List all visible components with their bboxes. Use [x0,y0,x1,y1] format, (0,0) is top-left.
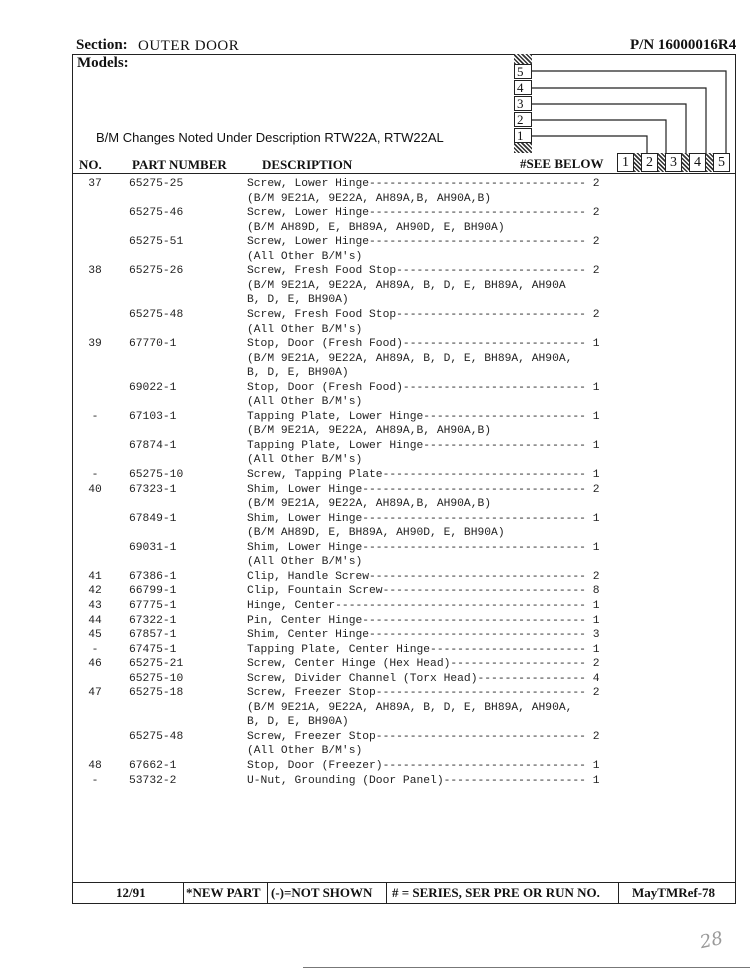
header-divider [72,173,736,174]
item-number: 47 [88,687,102,700]
handwritten-page-mark: 28 [698,927,725,954]
part-description: Screw, Tapping Plate------------------------------ 1 [247,469,600,481]
part-description: (All Other B/M's) [247,396,363,409]
item-number: 42 [88,585,102,598]
item-number: 37 [88,178,102,190]
series-header-3: 3 [665,153,682,172]
part-number: 67475-1 [129,643,177,656]
part-description: Screw, Freezer Stop------------------------------- 2 [247,687,600,700]
part-number: 67103-1 [129,410,177,423]
part-number: 67874-1 [129,439,177,452]
part-description: (B/M 9E21A, 9E22A, AH89A,B, AH90A,B) [247,192,492,205]
item-number: - [91,643,99,656]
part-number: 65275-10 [129,672,184,685]
series-box-2: 2 [514,112,532,127]
part-number: 69022-1 [129,381,177,394]
part-description: U-Nut, Grounding (Door Panel)--------------------- 1 [247,774,600,787]
part-number: 67849-1 [129,512,177,525]
part-number-header: P/N 16000016R4 [630,37,737,53]
section-title: OUTER DOOR [138,38,240,54]
part-description: Clip, Fountain Screw------------------------------ 8 [247,585,600,598]
series-header-1: 1 [617,153,634,172]
part-description: (B/M 9E21A, 9E22A, AH89A, B, D, E, BH89A, AH90A, [247,352,573,365]
series-box-3: 3 [514,96,532,111]
part-description: (B/M 9E21A, 9E22A, AH89A,B, AH90A,B) [247,425,492,438]
footer-ref: MayTMRef-78 [632,885,716,900]
part-number: 67662-1 [129,760,177,772]
part-number: 65275-48 [129,308,184,321]
part-description: (B/M AH89D, E, BH89A, AH90D, E, BH90A) [247,527,505,540]
item-number: - [91,410,99,423]
part-description: Screw, Lower Hinge-------------------------------- 2 [247,207,600,220]
footer-not-shown: (-)=NOT SHOWN [271,885,373,900]
part-description: Screw, Divider Channel (Torx Head)---------------- 4 [247,672,600,685]
hatch-mark [682,153,689,172]
part-number: 67775-1 [129,599,177,612]
part-description: (B/M 9E21A, 9E22A, AH89A,B, AH90A,B) [247,498,492,511]
part-description: (All Other B/M's) [247,323,363,336]
footer-separator [386,882,387,904]
item-number: 44 [88,614,102,627]
item-number: 46 [88,658,102,671]
part-description: Shim, Center Hinge-------------------------------- 3 [247,629,600,642]
part-description: Shim, Lower Hinge--------------------------------- 1 [247,512,600,525]
part-description: Shim, Lower Hinge--------------------------------- 1 [247,541,600,554]
part-number: 66799-1 [129,585,177,598]
item-number: 39 [88,338,102,351]
footer-separator [183,882,184,904]
item-number: - [91,469,99,481]
part-description: Tapping Plate, Lower Hinge------------------------ 1 [247,439,600,452]
item-number: 40 [88,483,102,496]
item-number: 41 [88,570,102,583]
footer-separator [267,882,268,904]
item-number: 43 [88,599,102,612]
part-number: 69031-1 [129,541,177,554]
column-description: DESCRIPTION [262,157,353,172]
series-header-2: 2 [641,153,658,172]
part-number: 65275-25 [129,178,184,190]
footer-separator [618,882,619,904]
part-number: 65275-10 [129,469,184,481]
part-number: 65275-21 [129,658,184,671]
part-description: (All Other B/M's) [247,745,363,758]
scan-edge-line [303,967,750,968]
part-description: (B/M AH89D, E, BH89A, AH90D, E, BH90A) [247,221,505,234]
footer-series-note: # = SERIES, SER PRE OR RUN NO. [392,885,600,900]
part-number: 65275-51 [129,236,184,249]
series-box-1: 1 [514,128,532,143]
part-description: Screw, Freezer Stop------------------------------- 2 [247,730,600,743]
column-no: NO. [79,157,102,172]
part-number: 67857-1 [129,629,177,642]
part-description: (All Other B/M's) [247,556,363,569]
part-description: Stop, Door (Fresh Food)--------------------------- 1 [247,381,600,394]
series-box-4: 4 [514,80,532,95]
models-label: Models: [77,55,129,71]
part-description: Tapping Plate, Lower Hinge------------------------ 1 [247,410,600,423]
bm-changes-note: B/M Changes Noted Under Description RTW22A, RTW22AL [96,130,444,145]
part-description: Screw, Fresh Food Stop---------------------------- 2 [247,308,600,321]
part-number: 53732-2 [129,774,177,787]
part-number: 67386-1 [129,570,177,583]
part-description: (All Other B/M's) [247,454,363,467]
series-box-5: 5 [514,64,532,79]
part-description: Screw, Fresh Food Stop---------------------------- 2 [247,265,600,278]
part-description: Shim, Lower Hinge--------------------------------- 2 [247,483,600,496]
hatch-mark [634,153,641,172]
part-number: 65275-48 [129,730,184,743]
part-description: (B/M 9E21A, 9E22A, AH89A, B, D, E, BH89A, AH90A, [247,701,573,714]
part-description: Tapping Plate, Center Hinge----------------------- 1 [247,643,600,656]
part-description: Screw, Center Hinge (Hex Head)-------------------- 2 [247,658,600,671]
part-description: Stop, Door (Freezer)------------------------------ 1 [247,760,600,772]
series-header-5: 5 [713,153,730,172]
hatch-mark [706,153,713,172]
part-number: 65275-26 [129,265,184,278]
part-description: Screw, Lower Hinge-------------------------------- 2 [247,178,600,190]
part-description: Hinge, Center------------------------------------- 1 [247,599,600,612]
part-number: 67770-1 [129,338,177,351]
item-number: 45 [88,629,102,642]
item-number: - [91,774,99,787]
part-number: 65275-18 [129,687,184,700]
part-description: (All Other B/M's) [247,250,363,263]
series-header-4: 4 [689,153,706,172]
part-number: 67322-1 [129,614,177,627]
part-description: B, D, E, BH90A) [247,716,349,729]
part-description: Stop, Door (Fresh Food)--------------------------- 1 [247,338,600,351]
section-label: Section: [76,37,128,53]
item-number: 48 [88,760,102,772]
part-description: B, D, E, BH90A) [247,294,349,307]
part-description: B, D, E, BH90A) [247,367,349,380]
part-description: Pin, Center Hinge--------------------------------- 1 [247,614,600,627]
column-see-below: #SEE BELOW [520,156,604,171]
item-number: 38 [88,265,102,278]
part-description: Clip, Handle Screw-------------------------------- 2 [247,570,600,583]
hatch-mark [658,153,665,172]
footer-date: 12/91 [116,885,146,900]
part-number: 65275-46 [129,207,184,220]
part-description: (B/M 9E21A, 9E22A, AH89A, B, D, E, BH89A, AH90A [247,279,566,292]
footer-new-part: *NEW PART [186,885,261,900]
part-number: 67323-1 [129,483,177,496]
column-part-number: PART NUMBER [132,157,227,172]
part-description: Screw, Lower Hinge-------------------------------- 2 [247,236,600,249]
